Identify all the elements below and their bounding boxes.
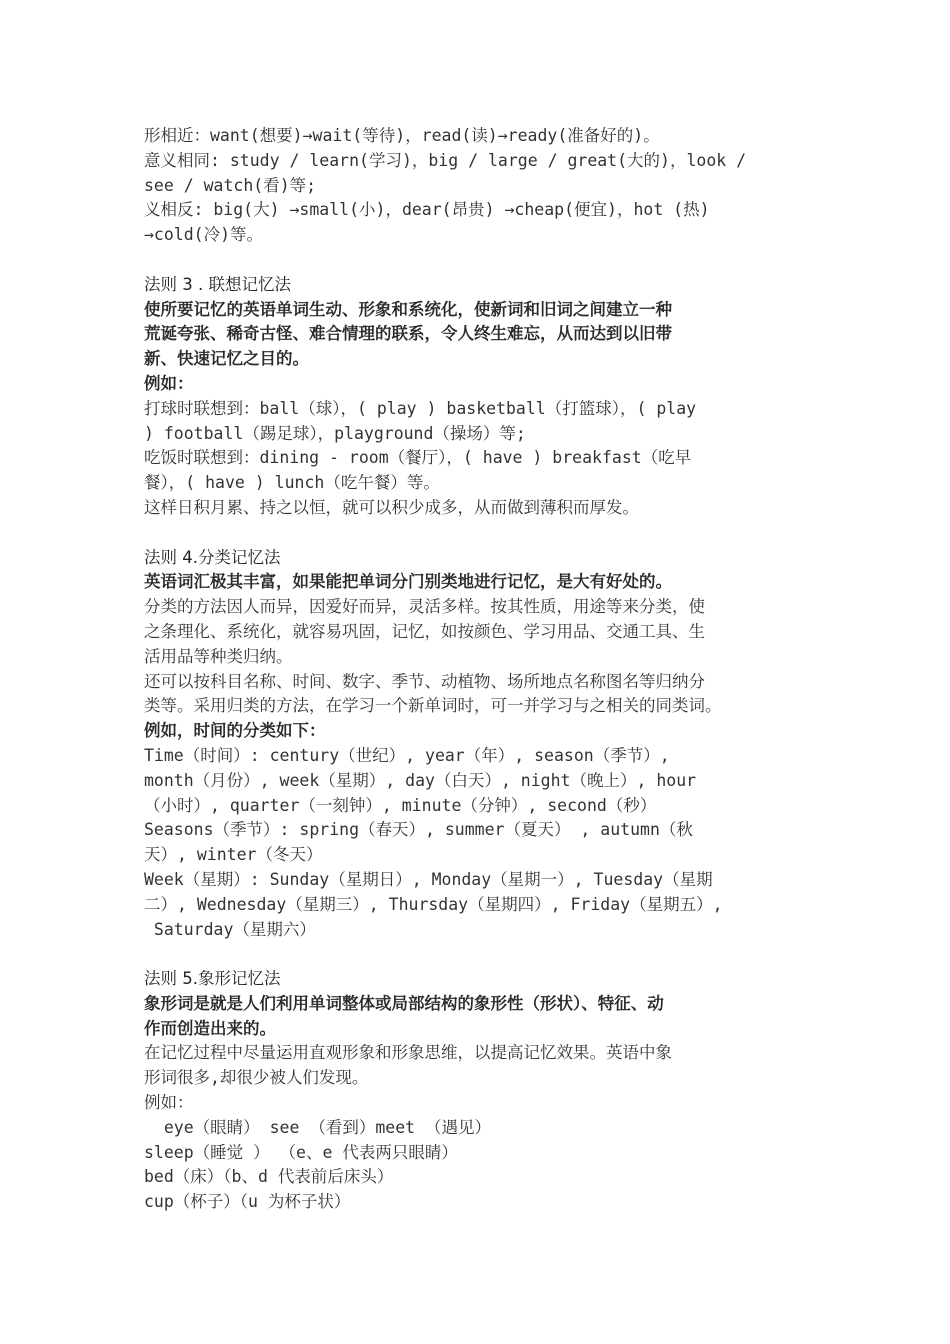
blank-line [144,942,824,967]
text-line: Time（时间）: century（世纪）, year（年）, season（季节）, [144,745,670,765]
text-line: 在记忆过程中尽量运用直观形象和形象思维，以提高记忆效果。英语中象 [144,1043,672,1063]
text-line: 形词很多,却很少被人们发现。 [144,1068,369,1088]
text-line: see / watch(看)等; [144,175,317,195]
blank-line [144,521,824,546]
text-line: 使所要记忆的英语单词生动、形象和系统化，使新词和旧词之间建立一种 [144,299,672,319]
text-line: bed（床）（b、d 代表前后床头） [144,1167,394,1187]
text-line: 新、快速记忆之目的。 [144,349,309,369]
text-line: 分类的方法因人而异，因爱好而异，灵活多样。按其性质，用途等来分类，使 [144,597,705,617]
text-line: 荒诞夸张、稀奇古怪、难合情理的联系，令人终生难忘，从而达到以旧带 [144,324,672,344]
text-line: Seasons（季节）: spring（春天）, summer（夏天） , autumn（秋 [144,820,693,840]
text-line: 类等。采用归类的方法，在学习一个新单词时，可一并学习与之相关的同类词。 [144,696,722,716]
text-line: 意义相同: study / learn(学习)，big / large / great(大的)，look / [144,150,747,170]
text-line: cup（杯子）（u 为杯子状） [144,1192,351,1212]
text-line: →cold(冷)等。 [144,225,264,245]
text-line: 形相近：want(想要)→wait(等待)，read(读)→ready(准备好的)。 [144,126,660,145]
text-line: 二）, Wednesday（星期三）, Thursday（星期四）, Friday（星期五）, [144,894,723,914]
text-line: ) football（踢足球），playground（操场）等; [144,423,526,443]
text-line: 英语词汇极其丰富，如果能把单词分门别类地进行记忆，是大有好处的。 [144,572,672,592]
text-line: 活用品等种类归纳。 [144,646,293,666]
text-line: 例如，时间的分类如下： [144,721,326,741]
text-line: 之条理化、系统化，就容易巩固，记忆，如按颜色、学习用品、交通工具、生 [144,621,705,641]
blank-line [144,248,824,273]
text-line: 例如： [144,373,194,393]
document-page [144,124,824,1215]
section-heading: 法则 4.分类记忆法 [144,547,281,567]
text-line: 打球时联想到：ball（球），( play ) basketball（打篮球），( play [144,398,697,418]
text-line: 象形词是就是人们利用单词整体或局部结构的象形性（形状）、特征、动 [144,993,664,1013]
text-line: month（月份）, week（星期）, day（白天）, night（晚上）, hour [144,770,697,790]
text-line: Saturday（星期六） [144,919,316,939]
text-line: 还可以按科目名称、时间、数字、季节、动植物、场所地点名称图名等归纳分 [144,671,705,691]
text-line: 作而创造出来的。 [144,1018,276,1038]
text-line: sleep（睡觉 ） （e、e 代表两只眼睛） [144,1142,458,1162]
text-line: 餐），( have ) lunch（吃午餐）等。 [144,473,440,493]
text-line: 义相反: big(大) →small(小)，dear(昂贵) →cheap(便宜)，hot (热) [144,200,710,220]
section-heading: 法则 5.象形记忆法 [144,969,281,989]
text-line: （小时）, quarter（一刻钟）, minute（分钟）, second（秒） [144,795,657,815]
text-line: eye（眼睛） see （看到）meet （遇见） [144,1117,492,1137]
section-heading: 法则 3 . 联想记忆法 [144,274,291,294]
text-line: 例如： [144,1093,194,1113]
text-line: 这样日积月累、持之以恒，就可以积少成多，从而做到薄积而厚发。 [144,497,639,517]
text-line: 吃饭时联想到：dining - room（餐厅），( have ) breakfast（吃早 [144,448,692,468]
text-line: Week（星期）: Sunday（星期日）, Monday（星期一）, Tuesday（星期 [144,869,713,889]
text-line: 天）, winter（冬天） [144,845,323,865]
